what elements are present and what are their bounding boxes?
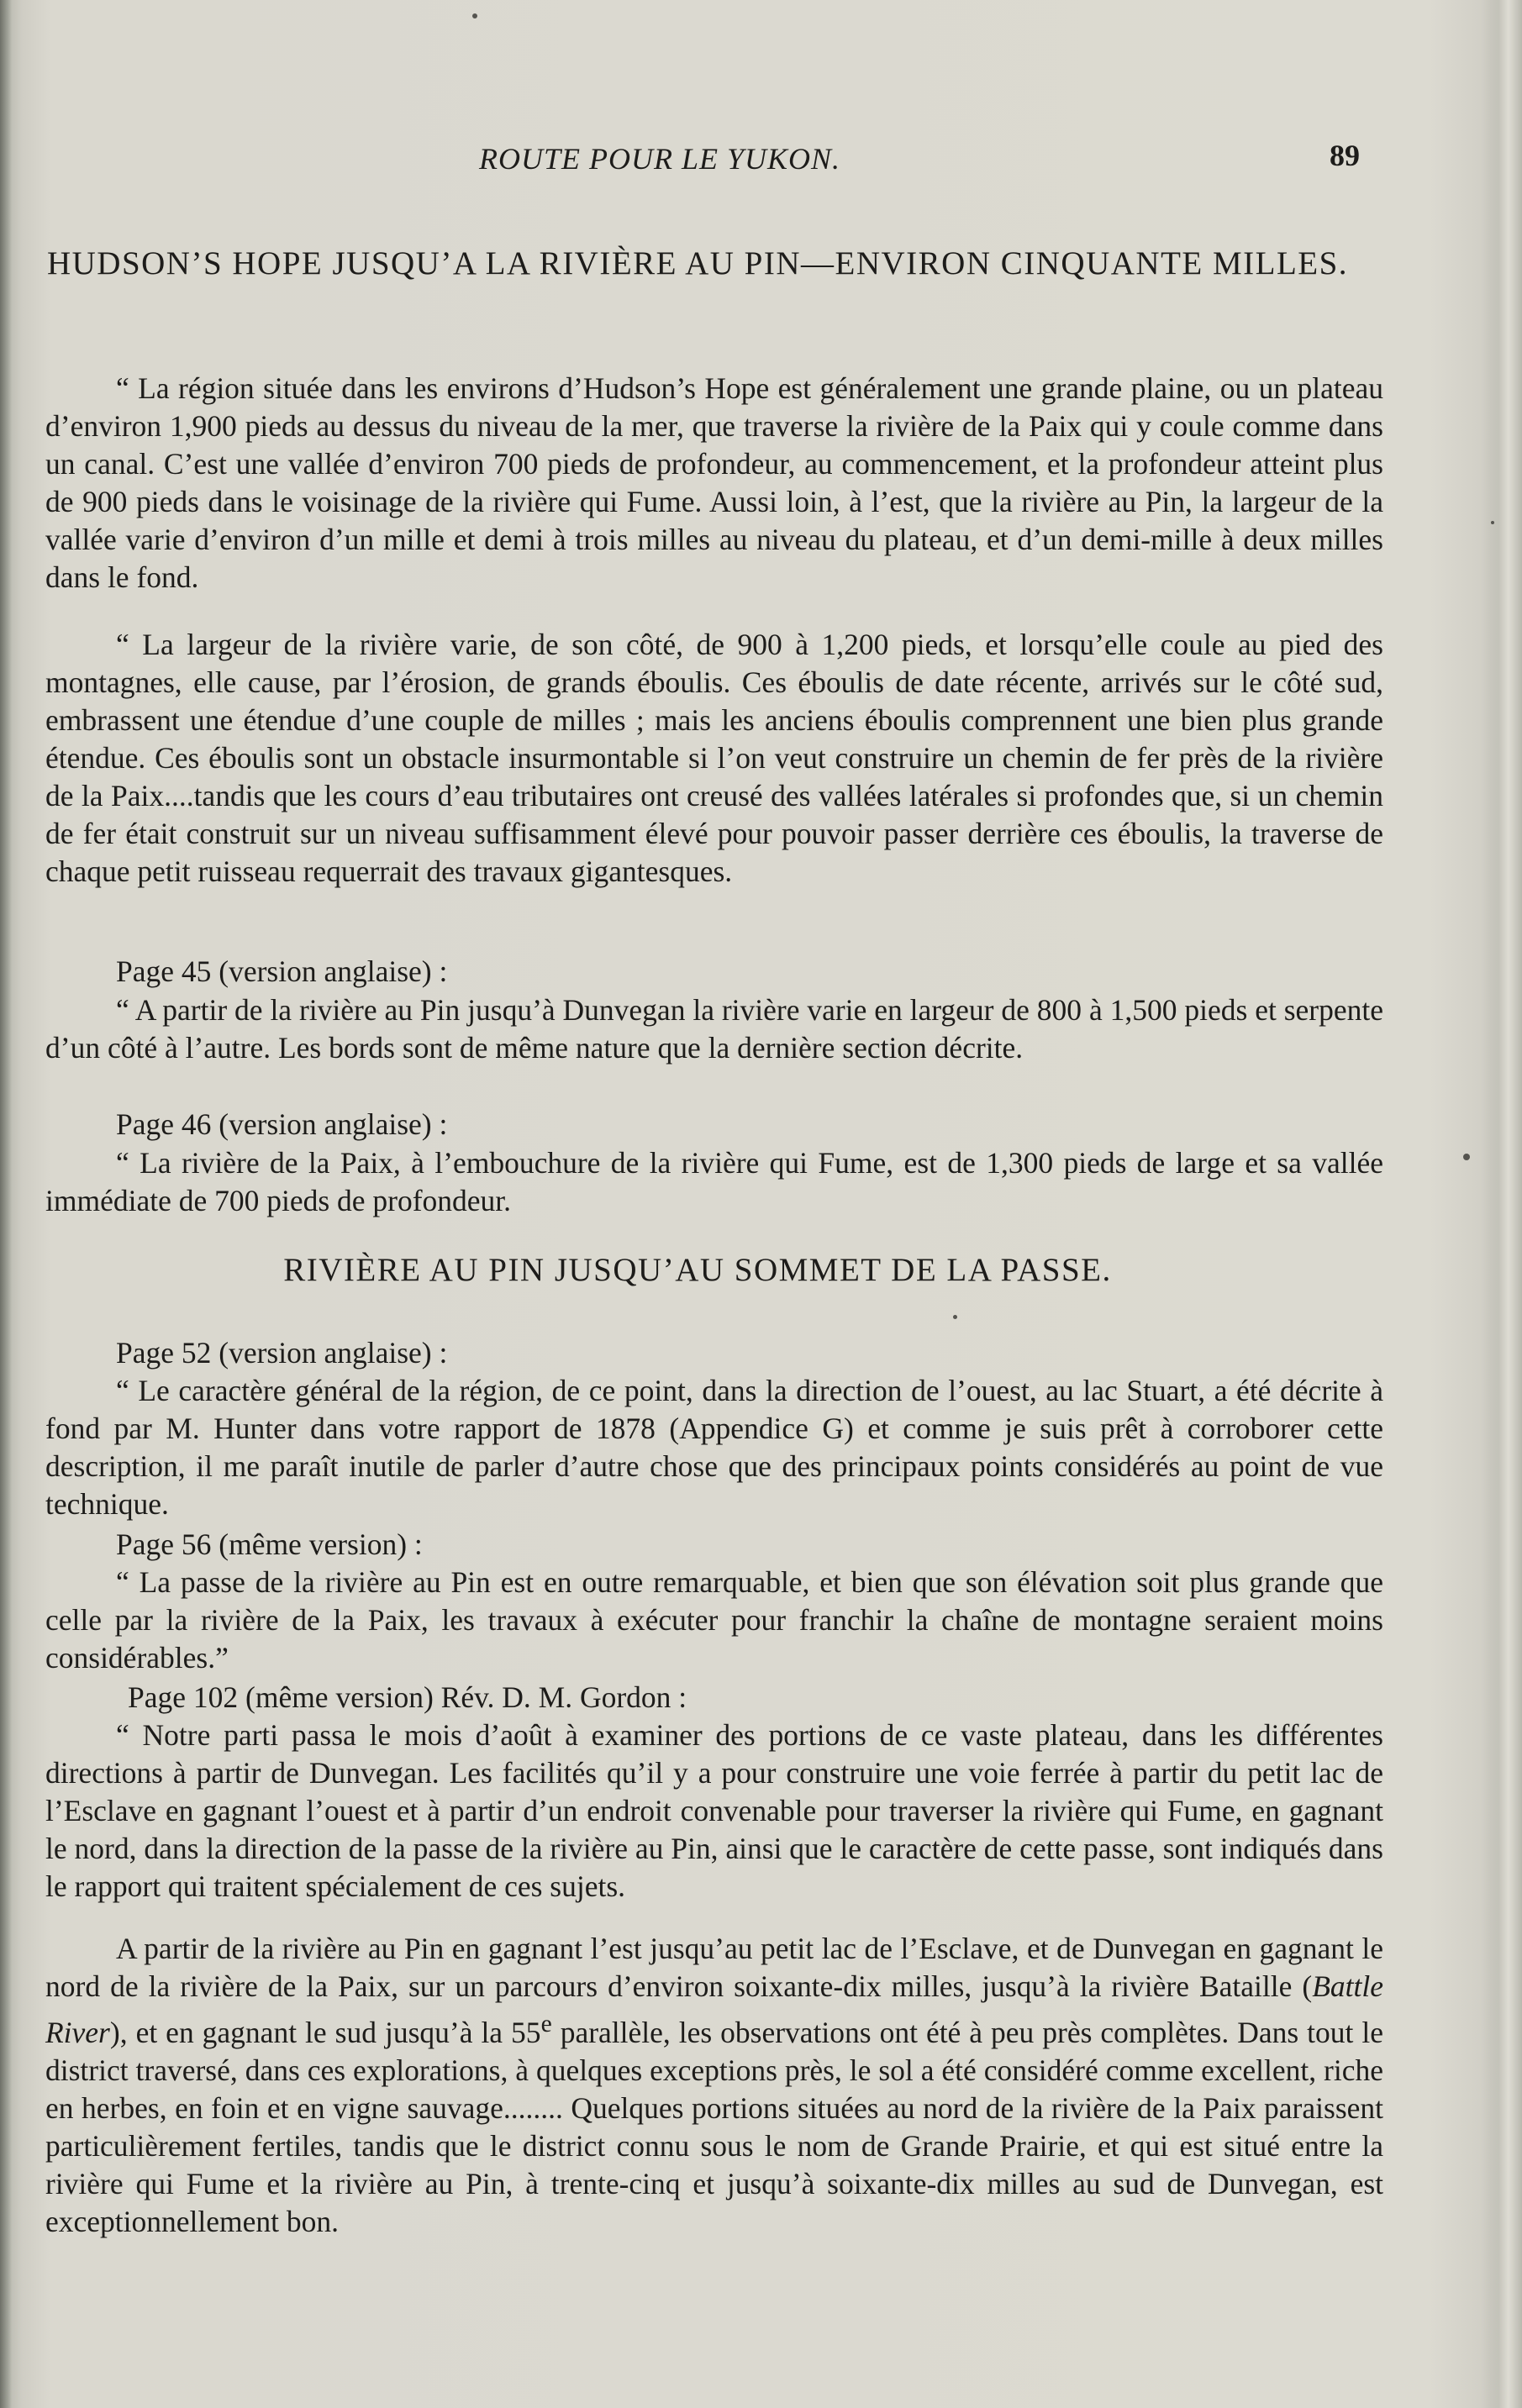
ink-speck — [472, 13, 477, 18]
paragraph-river-width: “ La largeur de la rivière varie, de son côté, de 900 à 1,200 pieds, et lorsqu’elle coule au pied des montagnes, elle cause, par l’érosion, de grands éboulis. Ces éboulis de date récente, arrivés sur le côté sud, embrassent une étendue d’une couple de milles ; mais les anciens éboulis comprennent une bien plus grande étendue. Ces éboulis sont un obstacle insurmontable si l’on veut construire un chemin de fer près de la rivière de la Paix....tandis que les cours d’eau tributaires ont creusé des vallées latérales si profondes que, si un chemin de fer était construit sur un niveau suffisamment élevé pour pouvoir passer derrière ces éboulis, la traverse de chaque petit ruisseau requerrait des travaux gigantesques. — [45, 628, 1383, 888]
soil-text-middle: ), et en gagnant le sud jusqu’à la 55 — [109, 2015, 541, 2049]
paragraph-august-exploration: “ Notre parti passa le mois d’août à examiner des portions de ce vaste plateau, dans les différentes directions à partir de Dunvegan. Les facilités qu’il y a pour construire une voie ferrée à partir du petit lac de l’Esclave en gagnant l’ouest et à partir d’un endroit convenable pour traverser la rivière qui Fume, en gagnant le nord, dans la direction de la passe de la rivière au Pin, ainsi que le caractère de cette passe, sont indiqués dans le rapport qui traitent spécialement de ces sujets. — [45, 1718, 1383, 1903]
parallel-superscript: e — [540, 2011, 552, 2037]
paragraph-soil-observations — [45, 1930, 1383, 2241]
running-title: ROUTE POUR LE YUKON. — [479, 142, 841, 176]
paragraph-region-plateau: “ La région située dans les environs d’Hudson’s Hope est généralement une grande plaine, ou un plateau d’environ 1,900 pieds au dessus du niveau de la mer, que traverse la rivière de la Paix qui y coule comme dans un canal. C’est une vallée d’environ 700 pieds de profondeur, au commencement, et la profondeur atteint plus de 900 pieds dans le voisinage de la rivière qui Fume. Aussi loin, à l’est, que la rivière au Pin, la largeur de la vallée varie d’environ d’un mille et demi à trois milles au niveau du plateau, et d’un demi-mille à deux milles dans le fond. — [45, 371, 1383, 594]
page-outer-edge — [1483, 0, 1522, 2408]
running-head — [0, 141, 1522, 183]
paragraph-general-character: “ Le caractère général de la région, de ce point, dans la direction de l’ouest, au lac Stuart, a été décrite à fond par M. Hunter dans votre rapport de 1878 (Appendice G) et comme je suis prêt à corroborer cette description, il me paraît inutile de parler d’autre chose que des principaux points considérés au point de vue technique. — [45, 1374, 1383, 1521]
soil-text-start: A partir de la rivière au Pin en gagnant l’est jusqu’au petit lac de l’Esclave, et de Dunvegan en gagnant le nord de la rivière de la Paix, sur un parcours d’environ soixante-dix milles, jusqu’à la rivière Bataille ( — [45, 1932, 1383, 2003]
paragraph-pine-to-dunvegan: “ A partir de la rivière au Pin jusqu’à Dunvegan la rivière varie en largeur de 800 à 1,500 pieds et serpente d’un côté à l’autre. Les bords sont de même nature que la dernière section décrite. — [45, 993, 1383, 1065]
ink-speck — [953, 1315, 957, 1319]
section-heading-hudsons-hope: HUDSON’S HOPE JUSQU’A LA RIVIÈRE AU PIN—ENVIRON CINQUANTE MILLES. — [46, 245, 1349, 281]
section-heading-pine-river-pass: RIVIÈRE AU PIN JUSQU’AU SOMMET DE LA PASSE. — [283, 1252, 1112, 1288]
source-label-page-52: Page 52 (version anglaise) : — [116, 1336, 448, 1370]
battle-river-italic: Battle River — [45, 1969, 1383, 2049]
source-label-page-56: Page 56 (même version) : — [116, 1527, 423, 1561]
soil-text-end: parallèle, les observations ont été à peu près complètes. Dans tout le district traversé, dans ces explorations, à quelques exceptions près, le sol a été considéré comme excellent, riche en herbes, en foin et en vigne sauvage........ Quelques portions situées au nord de la rivière de la Paix paraissent particulièrement fertiles, tandis que le district connu sous le nom de Grande Prairie, et qui est situé entre la rivière qui Fume et la rivière au Pin, à trente-cinq et jusqu’à soixante-dix milles au sud de Dunvegan, est exceptionnellement bon. — [45, 2015, 1383, 2238]
ink-speck — [1463, 1154, 1470, 1160]
paragraph-smoky-river-mouth: “ La rivière de la Paix, à l’embouchure de la rivière qui Fume, est de 1,300 pieds de large et sa vallée immédiate de 700 pieds de profondeur. — [45, 1146, 1383, 1217]
page-number: 89 — [1330, 139, 1360, 172]
source-label-page-102: Page 102 (même version) Rév. D. M. Gordon : — [128, 1680, 687, 1714]
ink-speck — [1491, 521, 1494, 524]
source-label-page-46: Page 46 (version anglaise) : — [116, 1107, 448, 1141]
page-binding-edge — [0, 0, 12, 2408]
source-label-page-45: Page 45 (version anglaise) : — [116, 954, 448, 988]
paragraph-pine-pass-elevation: “ La passe de la rivière au Pin est en outre remarquable, et bien que son élévation soit plus grande que celle par la rivière de la Paix, les travaux à exécuter pour franchir la chaîne de montagne seraient moins considérables.” — [45, 1565, 1383, 1675]
